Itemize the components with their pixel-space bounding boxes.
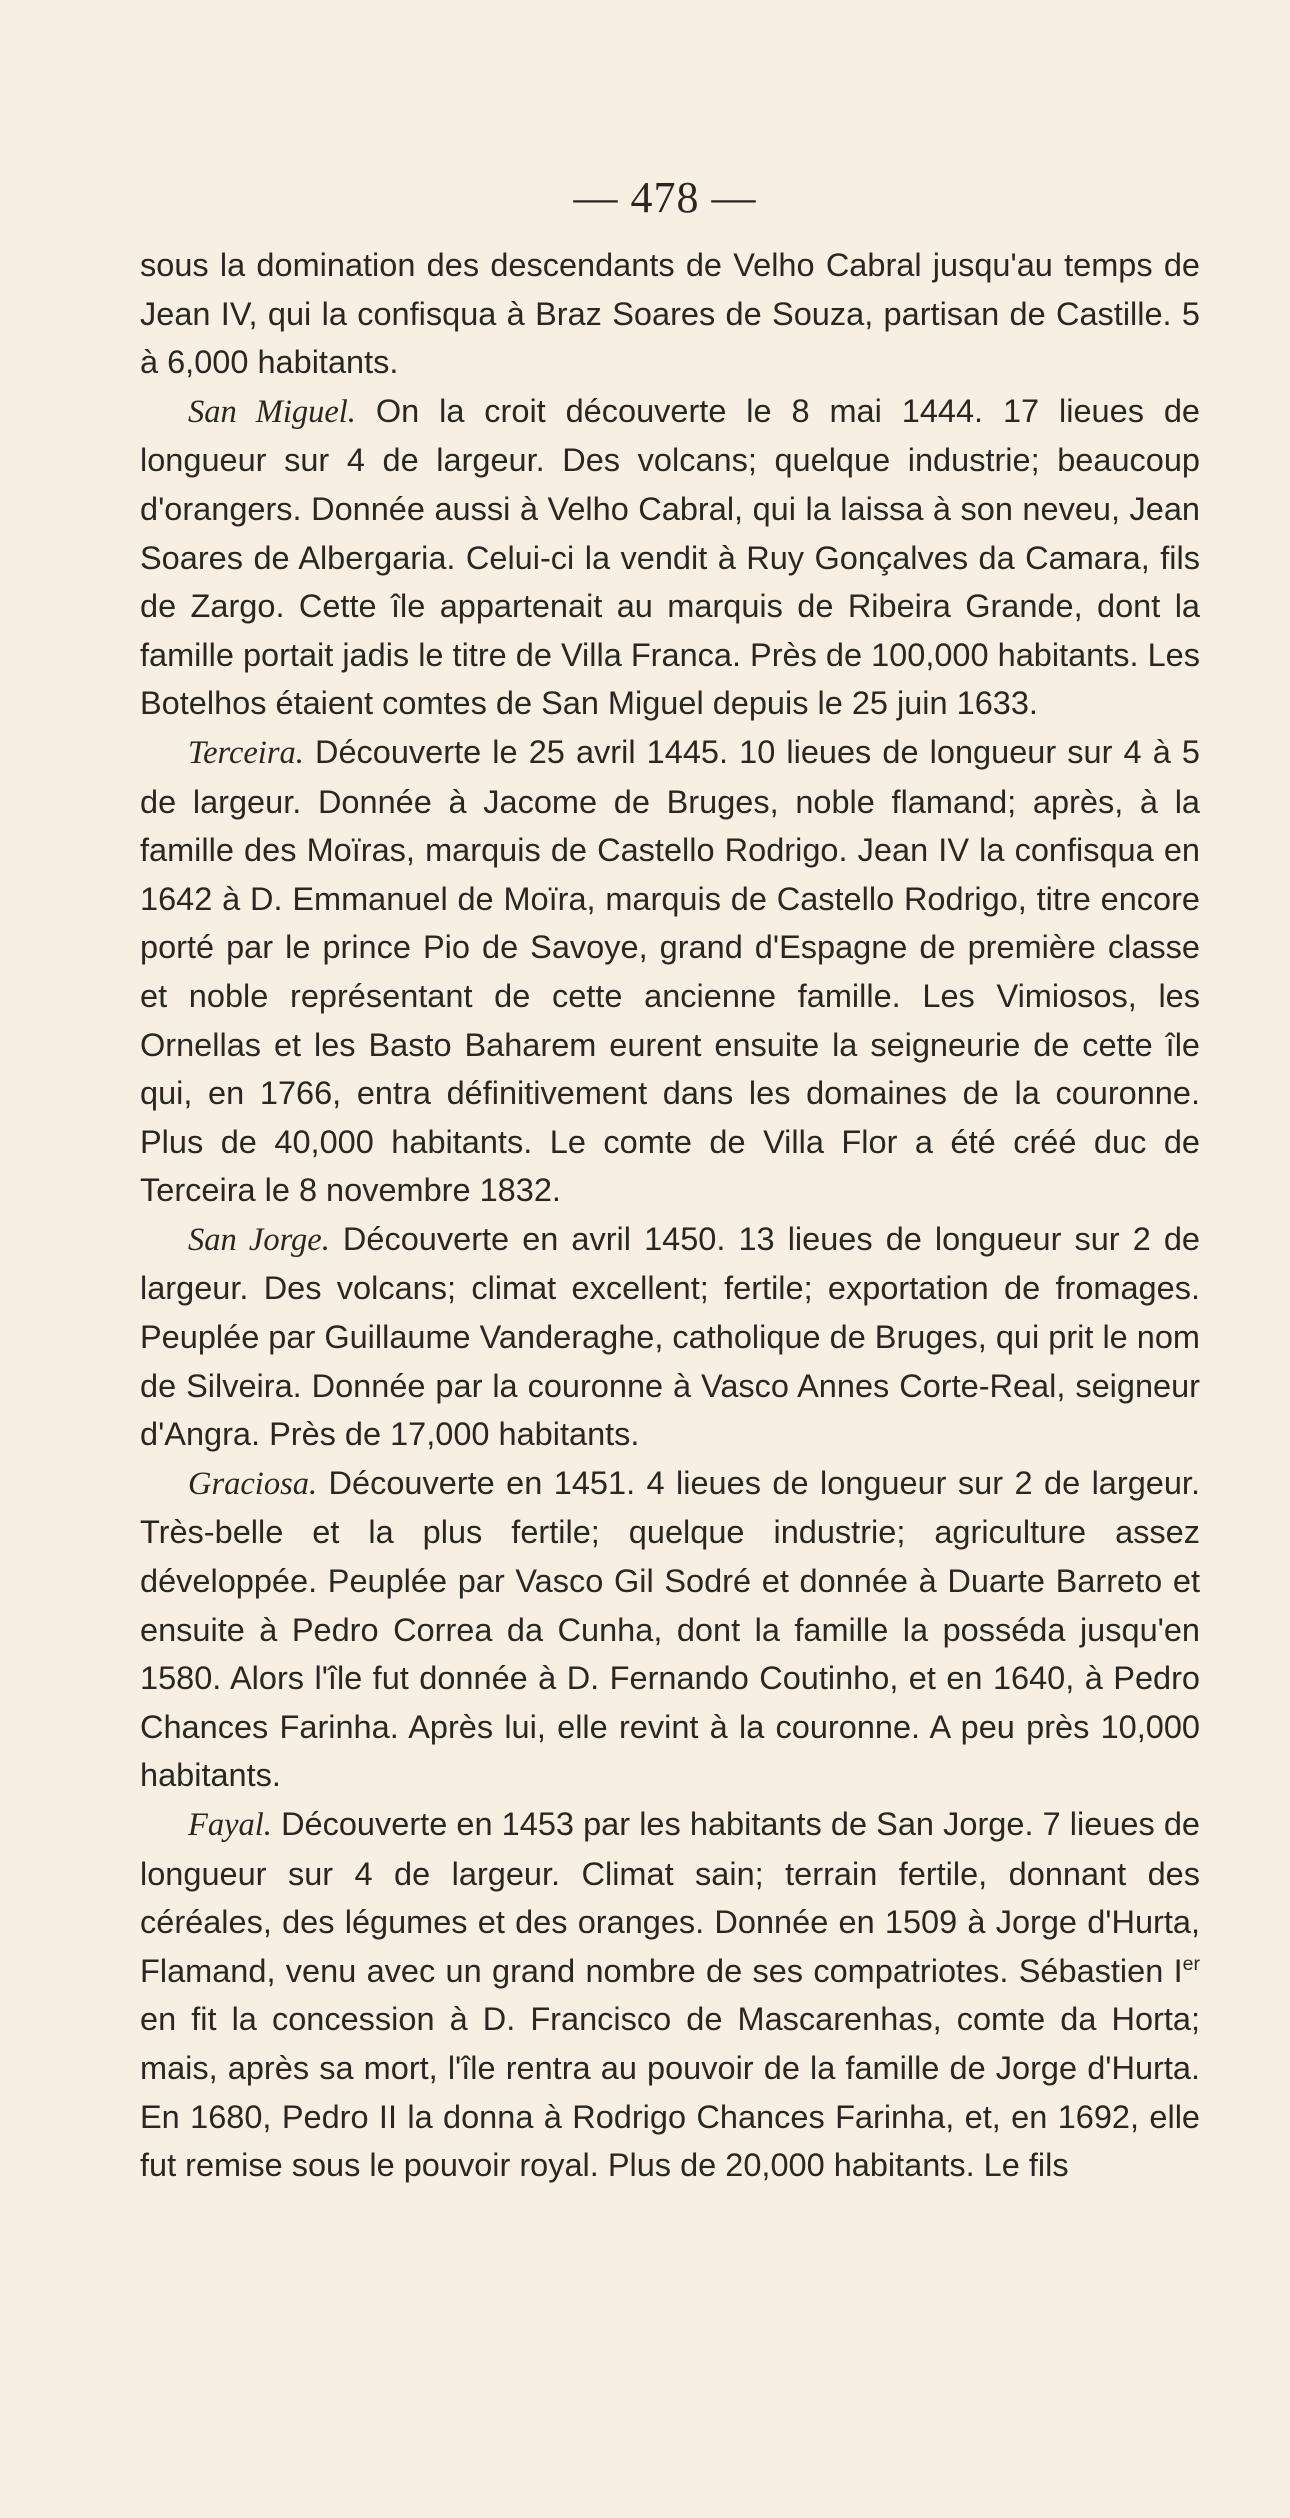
island-name: San Miguel. (188, 393, 356, 430)
page-number: — 478 — (573, 173, 757, 222)
paragraph-text: Découverte en avril 1450. 13 lieues de longueur sur 2 de largeur. Des volcans; climat excellent; fertile; exportation de fromages. Peuplée par Guillaume Vanderaghe, catholique de Bruges, qui prit le nom de Silveira. Donnée par la couronne à Vasco Annes Corte-Real, seigneur d'Angra. Près de 17,000 habitants. (140, 1220, 1201, 1453)
paragraph-terceira (140, 728, 1200, 1215)
paragraph-fayal (140, 1800, 1200, 2190)
paragraph-text: Découverte le 25 avril 1445. 10 lieues de longueur sur 4 à 5 de largeur. Donnée à Jacome de Bruges, noble flamand; après, à la famille des Moïras, marquis de Castello Rodrigo. Jean IV la confisqua en 1642 à D. Emmanuel de Moïra, marquis de Castello Rodrigo, titre encore porté par le prince Pio de Savoye, grand d'Espagne de première classe et noble représentant de cette ancienne famille. Les Vimiosos, les Ornellas et les Basto Baharem eurent ensuite la seigneurie de cette île qui, en 1766, entra définitivement dans les domaines de la couronne. Plus de 40,000 habitants. Le comte de Villa Flor a été créé duc de Terceira le 8 novembre 1832. (140, 733, 1200, 1209)
body-text (140, 241, 1200, 2190)
paragraph-graciosa (140, 1459, 1200, 1800)
paragraph-san-jorge (140, 1215, 1200, 1459)
island-name: Terceira. (188, 734, 304, 771)
superscript: er (1182, 1952, 1200, 1975)
paragraph-text: On la croit découverte le 8 mai 1444. 17 lieues de longueur sur 4 de largeur. Des volcans; quelque industrie; beaucoup d'orangers. Donnée aussi à Velho Cabral, qui la laissa à son neveu, Jean Soares de Albergaria. Celui-ci la vendit à Ruy Gonçalves da Camara, fils de Zargo. Cette île appartenait au marquis de Ribeira Grande, dont la famille portait jadis le titre de Villa Franca. Près de 100,000 habitants. Les Botelhos étaient comtes de San Miguel depuis le 25 juin 1633. (140, 392, 1200, 722)
paragraph-text: Découverte en 1453 par les habitants de San Jorge. 7 lieues de longueur sur 4 de largeur. Climat sain; terrain fertile, donnant des céréales, des légumes et des oranges. Donnée en 1509 à Jorge d'Hurta, Flamand, venu avec un grand nombre de ses compatriotes. Sébastien I (140, 1806, 1200, 1989)
paragraph-text: en fit la concession à D. Francisco de Mascarenhas, comte da Horta; mais, après sa mort, l'île rentra au pouvoir de la famille de Jorge d'Hurta. En 1680, Pedro II la donna à Rodrigo Chances Farinha, et, en 1692, elle fut remise sous le pouvoir royal. Plus de 20,000 habitants. Le fils (140, 2001, 1200, 2184)
island-name: San Jorge. (188, 1221, 330, 1258)
island-name: Fayal. (188, 1807, 272, 1843)
island-name: Graciosa. (188, 1465, 318, 1502)
paragraph-continuation (140, 241, 1200, 387)
paragraph-san-miguel (140, 387, 1200, 728)
paragraph-text: Découverte en 1451. 4 lieues de longueur sur 2 de largeur. Très-belle et la plus fertile; quelque industrie; agriculture assez développée. Peuplée par Vasco Gil Sodré et donnée à Duarte Barreto et ensuite à Pedro Correa da Cunha, dont la famille la posséda jusqu'en 1580. Alors l'île fut donnée à D. Fernando Coutinho, et en 1640, à Pedro Chances Farinha. Après lui, elle revint à la couronne. A peu près 10,000 habitants. (140, 1464, 1200, 1794)
paragraph-text: sous la domination des descendants de Velho Cabral jusqu'au temps de Jean IV, qui la confisqua à Braz Soares de Souza, partisan de Castille. 5 à 6,000 habitants. (140, 247, 1200, 381)
